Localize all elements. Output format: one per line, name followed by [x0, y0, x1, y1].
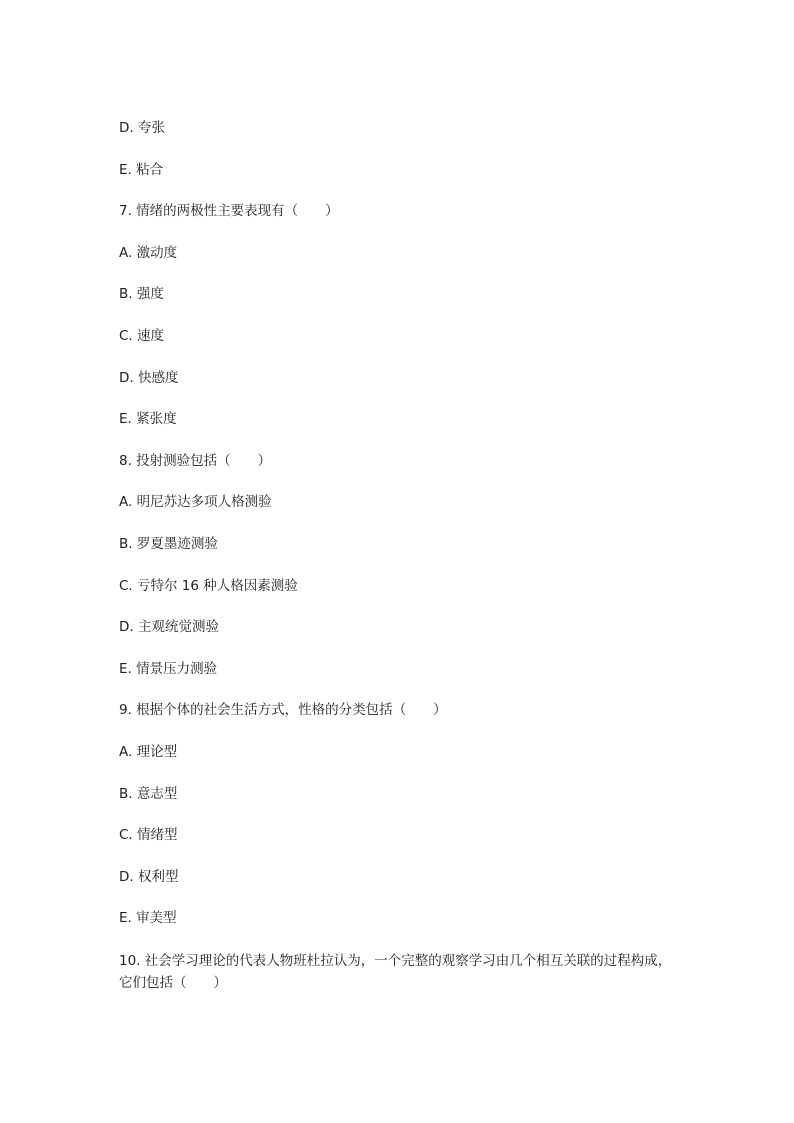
q9-option-d: D. 权利型	[119, 868, 179, 885]
q7-option-e: E. 紧张度	[119, 411, 177, 428]
q7-option-a: A. 激动度	[119, 244, 178, 261]
q8-option-a: A. 明尼苏达多项人格测验	[119, 494, 272, 511]
q6-option-d: D. 夸张	[119, 120, 165, 136]
q9-option-b: B. 意志型	[119, 785, 178, 802]
q8-option-d: D. 主观统觉测验	[119, 619, 219, 636]
q7-stem: 7. 情绪的两极性主要表现有（ ）	[119, 203, 339, 220]
q9-option-c: C. 情绪型	[119, 827, 178, 844]
q7-option-b: B. 强度	[119, 286, 164, 303]
q8-stem: 8. 投射测验包括（ ）	[119, 452, 272, 469]
q8-option-b: B. 罗夏墨迹测验	[119, 535, 218, 552]
q7-option-d: D. 快感度	[119, 369, 179, 386]
q9-stem: 9. 根据个体的社会生活方式，性格的分类包括（ ）	[119, 702, 447, 719]
q9-option-e: E. 审美型	[119, 910, 177, 927]
q9-option-a: A. 理论型	[119, 743, 178, 760]
q6-option-e: E. 粘合	[119, 161, 164, 178]
question-list	[119, 118, 679, 994]
q7-option-c: C. 速度	[119, 327, 165, 344]
q8-option-e: E. 情景压力测验	[119, 660, 218, 677]
q10-stem: 10. 社会学习理论的代表人物班杜拉认为，一个完整的观察学习由几个相互关联的过程构成，它们包括（ ）	[119, 952, 672, 991]
q8-option-c: C. 亏特尔 16 种人格因素测验	[119, 577, 298, 594]
